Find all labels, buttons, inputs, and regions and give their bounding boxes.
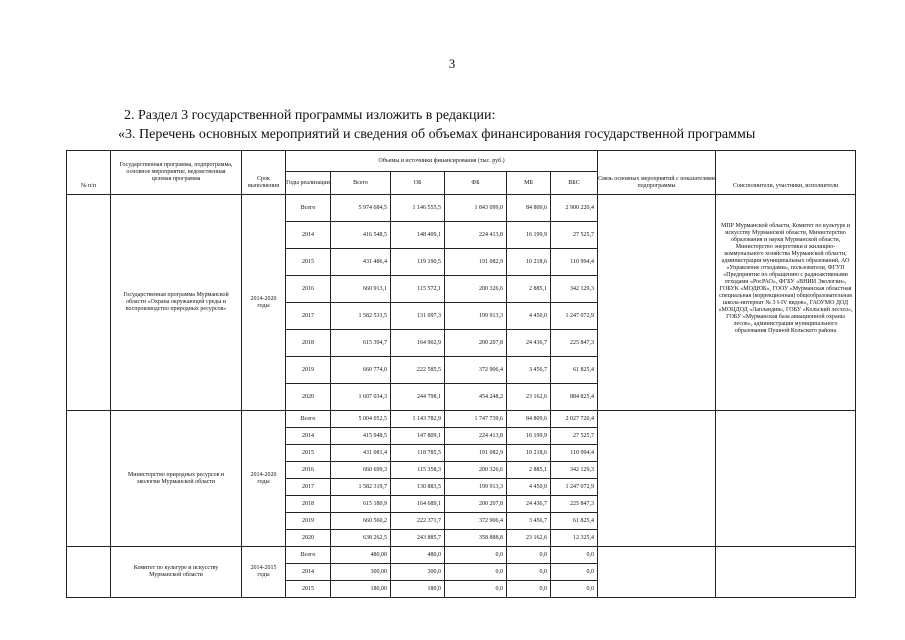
vbs-cell: 0,0	[551, 581, 598, 598]
total-cell: 180,00	[331, 581, 391, 598]
period: 2014-2020 годы	[242, 411, 286, 547]
fb-cell: 372 906,4	[445, 513, 507, 530]
year-cell: 2014	[286, 428, 331, 445]
program-name: Государственная программа Мурманской области «Охрана окружающей среды и воспроизводство природных ресурсов»	[111, 195, 242, 411]
total-cell: 416 548,5	[331, 222, 391, 249]
total-cell: 431 081,4	[331, 445, 391, 462]
financing-table	[66, 150, 856, 598]
header-years: Годы реализации	[286, 172, 331, 195]
vbs-cell: 12 325,4	[551, 530, 598, 547]
year-cell: 2020	[286, 384, 331, 411]
year-cell: 2018	[286, 330, 331, 357]
year-cell: 2015	[286, 445, 331, 462]
mb-cell: 3 456,7	[507, 513, 551, 530]
header-funding: Объемы и источники финансирования (тыс. руб.)	[286, 151, 598, 172]
mb-cell: 10 218,6	[507, 249, 551, 276]
mb-cell: 0,0	[507, 581, 551, 598]
total-cell: 638 262,5	[331, 530, 391, 547]
total-cell: 660 913,1	[331, 276, 391, 303]
table-row	[67, 195, 856, 222]
fb-cell: 1 747 739,6	[445, 411, 507, 428]
table-row	[67, 547, 856, 564]
fb-cell: 224 413,8	[445, 222, 507, 249]
year-cell: 2016	[286, 276, 331, 303]
fb-cell: 454 248,2	[445, 384, 507, 411]
year-cell: 2017	[286, 479, 331, 496]
vbs-cell: 0,0	[551, 547, 598, 564]
ob-cell: 164 902,9	[391, 330, 445, 357]
fb-cell: 372 906,4	[445, 357, 507, 384]
ob-cell: 243 885,7	[391, 530, 445, 547]
ob-cell: 1 143 782,9	[391, 411, 445, 428]
ob-cell: 300,0	[391, 564, 445, 581]
fb-cell: 200 326,6	[445, 276, 507, 303]
mb-cell: 4 450,0	[507, 303, 551, 330]
mb-cell: 84 809,6	[507, 411, 551, 428]
vbs-cell: 2 027 720,4	[551, 411, 598, 428]
header-period: Срок выполнения	[242, 151, 286, 195]
fb-cell: 224 413,8	[445, 428, 507, 445]
link-cell	[598, 547, 716, 598]
total-cell: 660 560,2	[331, 513, 391, 530]
year-cell: 2019	[286, 513, 331, 530]
total-cell: 615 180,9	[331, 496, 391, 513]
ob-cell: 115 358,3	[391, 462, 445, 479]
mb-cell: 24 436,7	[507, 496, 551, 513]
row-number-cell	[67, 547, 111, 598]
year-cell: 2016	[286, 462, 331, 479]
ob-cell: 244 798,1	[391, 384, 445, 411]
ob-cell: 115 572,1	[391, 276, 445, 303]
fb-cell: 200 207,8	[445, 496, 507, 513]
mb-cell: 16 199,9	[507, 428, 551, 445]
header-fb: ФБ	[445, 172, 507, 195]
ob-cell: 222 371,7	[391, 513, 445, 530]
header-link: Связь основных мероприятий с показателями подпрограммы	[598, 151, 716, 195]
executors-cell: МПР Мурманской области, Комитет по культуре и искусству Мурманской области, Министерство образования и науки Мурманской области, Министерство энергетики и жилищно-коммунального хозяйства Мурманской области, администрации муниципальных образований, АО «Управление отходами», пользователи, ФГУП «Предприятие по обращению с радиоактивными отходами «РосРАО», ФГБУ «ВНИИ Экологии», ГОБУК «МОДЮБ», ГООУ «Мурманская областная специальная (коррекционная) общеобразовательная школа-интернат № 3 I-IV видов», ГАОУМО ДОД «МОЦДОД «Лапландия», ГОБУ «Кольский лесхоз», ГОБУ «Мурманская база авиационной охраны лесов», администрация муниципального образования Пушной Кольского района	[716, 195, 856, 411]
section-title: «3. Перечень основных мероприятий и сведения об объемах финансирования государственной программы	[118, 127, 756, 142]
mb-cell: 2 885,1	[507, 462, 551, 479]
header-mb: МБ	[507, 172, 551, 195]
ob-cell: 1 146 555,5	[391, 195, 445, 222]
vbs-cell: 61 825,4	[551, 513, 598, 530]
total-cell: 1 582 319,7	[331, 479, 391, 496]
period: 2014-2020 годы	[242, 195, 286, 411]
ob-cell: 118 785,5	[391, 445, 445, 462]
total-cell: 300,00	[331, 564, 391, 581]
year-cell: 2020	[286, 530, 331, 547]
program-name: Министерство природных ресурсов и экологии Мурманской области	[111, 411, 242, 547]
vbs-cell: 61 825,4	[551, 357, 598, 384]
ob-cell: 147 809,1	[391, 428, 445, 445]
link-cell	[598, 195, 716, 411]
year-cell: 2015	[286, 581, 331, 598]
total-cell: 431 486,4	[331, 249, 391, 276]
executors-cell	[716, 547, 856, 598]
row-number-cell	[67, 195, 111, 411]
total-cell: 1 607 034,3	[331, 384, 391, 411]
page-number: 3	[448, 56, 456, 71]
year-cell: 2014	[286, 564, 331, 581]
header-program: Государственная программа, подпрограмма, основное мероприятие, ведомственная целевая программа	[111, 151, 242, 195]
vbs-cell: 27 525,7	[551, 428, 598, 445]
mb-cell: 3 456,7	[507, 357, 551, 384]
total-cell: 615 394,7	[331, 330, 391, 357]
vbs-cell: 342 129,3	[551, 462, 598, 479]
total-cell: 5 004 052,5	[331, 411, 391, 428]
mb-cell: 23 162,6	[507, 384, 551, 411]
total-cell: 660 774,0	[331, 357, 391, 384]
year-cell: 2017	[286, 303, 331, 330]
mb-cell: 10 218,6	[507, 445, 551, 462]
year-cell: Всего	[286, 411, 331, 428]
fb-cell: 199 913,3	[445, 479, 507, 496]
mb-cell: 0,0	[507, 564, 551, 581]
year-cell: 2015	[286, 249, 331, 276]
fb-cell: 200 207,8	[445, 330, 507, 357]
mb-cell: 24 436,7	[507, 330, 551, 357]
ob-cell: 130 883,5	[391, 479, 445, 496]
mb-cell: 23 162,6	[507, 530, 551, 547]
executors-cell	[716, 411, 856, 547]
header-ob: ОБ	[391, 172, 445, 195]
vbs-cell: 1 247 072,9	[551, 479, 598, 496]
mb-cell: 4 450,0	[507, 479, 551, 496]
period: 2014-2015 годы	[242, 547, 286, 598]
header-vbs: ВБС	[551, 172, 598, 195]
vbs-cell: 110 994,4	[551, 249, 598, 276]
section-instruction: 2. Раздел 3 государственной программы изложить в редакции:	[124, 108, 496, 123]
ob-cell: 119 190,5	[391, 249, 445, 276]
total-cell: 660 699,3	[331, 462, 391, 479]
vbs-cell: 27 525,7	[551, 222, 598, 249]
mb-cell: 2 885,1	[507, 276, 551, 303]
ob-cell: 148 409,1	[391, 222, 445, 249]
year-cell: 2019	[286, 357, 331, 384]
vbs-cell: 110 994,4	[551, 445, 598, 462]
row-number-cell	[67, 411, 111, 547]
fb-cell: 191 082,9	[445, 445, 507, 462]
vbs-cell: 225 847,3	[551, 496, 598, 513]
year-cell: Всего	[286, 195, 331, 222]
vbs-cell: 342 129,3	[551, 276, 598, 303]
year-cell: 2014	[286, 222, 331, 249]
vbs-cell: 1 247 072,9	[551, 303, 598, 330]
fb-cell: 1 843 099,0	[445, 195, 507, 222]
ob-cell: 164 689,1	[391, 496, 445, 513]
header-executors: Соисполнители, участники, исполнители	[716, 151, 856, 195]
header-total: Всего	[331, 172, 391, 195]
mb-cell: 16 199,9	[507, 222, 551, 249]
fb-cell: 199 913,3	[445, 303, 507, 330]
vbs-cell: 225 847,3	[551, 330, 598, 357]
header-num: № п/п	[67, 151, 111, 195]
total-cell: 5 974 684,5	[331, 195, 391, 222]
vbs-cell: 884 825,4	[551, 384, 598, 411]
table-row	[67, 411, 856, 428]
fb-cell: 358 888,8	[445, 530, 507, 547]
ob-cell: 222 585,5	[391, 357, 445, 384]
total-cell: 1 582 533,5	[331, 303, 391, 330]
year-cell: 2018	[286, 496, 331, 513]
vbs-cell: 0,0	[551, 564, 598, 581]
ob-cell: 180,0	[391, 581, 445, 598]
total-cell: 480,00	[331, 547, 391, 564]
ob-cell: 131 097,3	[391, 303, 445, 330]
mb-cell: 84 809,6	[507, 195, 551, 222]
ob-cell: 480,0	[391, 547, 445, 564]
year-cell: Всего	[286, 547, 331, 564]
fb-cell: 191 082,9	[445, 249, 507, 276]
fb-cell: 0,0	[445, 581, 507, 598]
total-cell: 415 948,5	[331, 428, 391, 445]
fb-cell: 0,0	[445, 564, 507, 581]
fb-cell: 200 326,6	[445, 462, 507, 479]
mb-cell: 0,0	[507, 547, 551, 564]
vbs-cell: 2 900 220,4	[551, 195, 598, 222]
link-cell	[598, 411, 716, 547]
program-name: Комитет по культуре и искусству Мурманской области	[111, 547, 242, 598]
fb-cell: 0,0	[445, 547, 507, 564]
